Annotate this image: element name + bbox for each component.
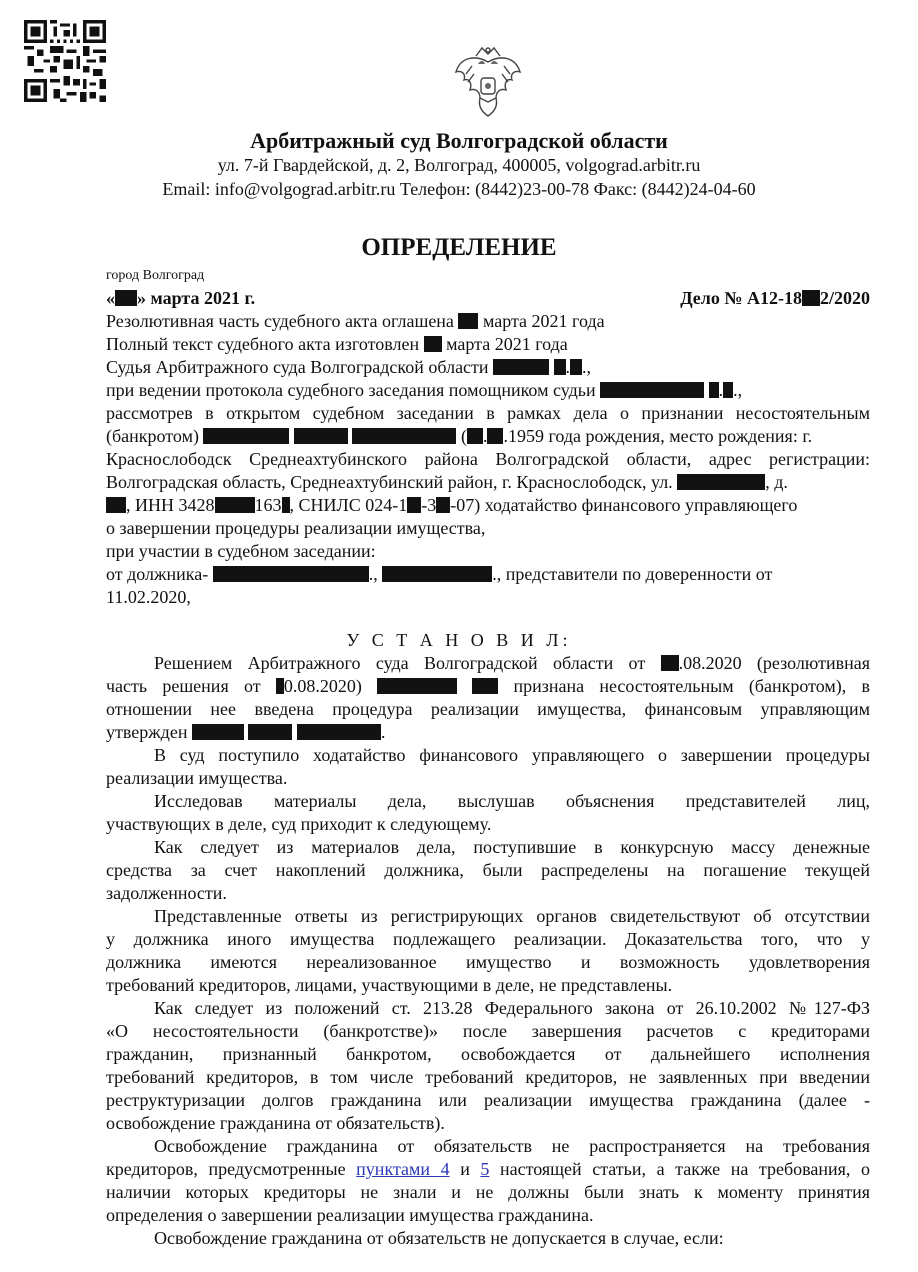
paragraph-line: освобождение гражданина от обязательств).: [106, 1113, 445, 1133]
established-heading: У С Т А Н О В И Л:: [346, 630, 572, 650]
paragraph-line: В суд поступило ходатайство финансового управляющего о завершении процедуры: [154, 745, 870, 765]
redaction-block: [106, 497, 126, 513]
intro-line: рассмотрев в открытом судебном заседании в рамках дела о признании несостоятельным: [106, 403, 870, 423]
link-point-5[interactable]: 5: [480, 1159, 490, 1179]
redaction-block: [600, 382, 704, 398]
intro-line: о завершении процедуры реализации имущества,: [106, 518, 486, 538]
court-address: ул. 7-й Гвардейской, д. 2, Волгоград, 400005, volgograd.arbitr.ru: [217, 155, 701, 175]
redaction-block: [467, 428, 483, 444]
redaction-block: [203, 428, 289, 444]
redaction-block: [487, 428, 503, 444]
paragraph-line: определения о завершении реализации имущества гражданина.: [106, 1205, 594, 1225]
paragraph-line: утвержден .: [106, 722, 386, 742]
paragraph-line: Решением Арбитражного суда Волгоградской области от .08.2020 (резолютивная: [154, 653, 870, 673]
document-date: » марта 2021 г.: [137, 288, 256, 308]
redaction-block: [472, 678, 498, 694]
redaction-block: [458, 313, 478, 329]
court-contacts: Email: info@volgograd.arbitr.ru Телефон: (8442)23-00-78 Факс: (8442)24-04-60: [162, 179, 756, 199]
intro-line: Судья Арбитражного суда Волгоградской области . .,: [106, 357, 592, 377]
paragraph-line: у должника иного имущества подлежащего реализации. Доказательства того, что у: [106, 929, 870, 949]
redaction-block: [677, 474, 765, 490]
paragraph-line: наличии которых кредиторы не знали и не должны были знать к моменту принятия: [106, 1182, 870, 1202]
paragraph-line: «О несостоятельности (банкротстве)» после завершения расчетов с кредиторами: [106, 1021, 870, 1041]
document-title: ОПРЕДЕЛЕНИЕ: [361, 234, 557, 261]
intro-line: (банкротом) ( . .1959 года рождения, место рождения: г.: [106, 426, 813, 446]
intro-line: Краснослободск Среднеахтубинского района Волгоградской области, адрес регистрации:: [106, 449, 870, 469]
paragraph-line: задолженности.: [106, 883, 227, 903]
paragraph-line: должника имеются нереализованное имущество и возможность удовлетворения: [106, 952, 870, 972]
redaction-block: [248, 724, 292, 740]
intro-line: от должника- ., ., представители по доверенности от: [106, 564, 773, 584]
case-number: Дело № А12-18 2/2020: [680, 288, 870, 308]
redaction-block: [407, 497, 421, 513]
redaction-block: [709, 382, 719, 398]
paragraph-line: Представленные ответы из регистрирующих органов свидетельствуют об отсутствии: [154, 906, 870, 926]
intro-line: при участии в судебном заседании:: [106, 541, 376, 561]
date-line: « » марта 2021 г. Дело № А12-18 2/2020: [106, 288, 870, 308]
coat-of-arms-icon: [452, 44, 524, 120]
redaction-block: [377, 678, 457, 694]
redaction-block: [297, 724, 381, 740]
redaction-block: [493, 359, 549, 375]
paragraph-line: отношении нее введена процедура реализации имущества, финансовым управляющим: [106, 699, 870, 719]
link-points-4[interactable]: пунктами 4: [356, 1159, 450, 1179]
paragraph-line: Освобождение гражданина от обязательств не распространяется на требования: [154, 1136, 870, 1156]
redaction-block: [723, 382, 733, 398]
redaction-block: [661, 655, 679, 671]
redaction-block: [213, 566, 369, 582]
intro-line: 11.02.2020,: [106, 587, 191, 607]
qr-code-icon: [24, 20, 106, 102]
redaction-block: [115, 290, 137, 306]
intro-line: Резолютивная часть судебного акта оглашена марта 2021 года: [106, 311, 605, 331]
redaction-block: [276, 678, 284, 694]
paragraph-line: средства за счет накоплений должника, были распределены на погашение текущей: [106, 860, 870, 880]
redaction-block: [554, 359, 566, 375]
redaction-block: [424, 336, 442, 352]
city-label: город Волгоград: [106, 268, 205, 283]
intro-line: при ведении протокола судебного заседания помощником судьи . .,: [106, 380, 743, 400]
redaction-block: [352, 428, 456, 444]
paragraph-line: Как следует из материалов дела, поступившие в конкурсную массу денежные: [154, 837, 870, 857]
redaction-block: [436, 497, 450, 513]
redaction-block: [294, 428, 348, 444]
paragraph-line: реструктуризации долгов гражданина или реализации имущества гражданина (далее -: [106, 1090, 870, 1110]
intro-line: Волгоградская область, Среднеахтубинский район, г. Краснослободск, ул. , д.: [106, 472, 788, 492]
paragraph-line: часть решения от 0.08.2020) признана несостоятельным (банкротом), в: [106, 676, 870, 696]
paragraph-line: требований кредиторов, лицами, участвующими в деле, не представлены.: [106, 975, 673, 995]
paragraph-line: участвующих в деле, суд приходит к следующему.: [106, 814, 492, 834]
paragraph-line: кредиторов, предусмотренные пунктами 4 и 5 настоящей статьи, а также на требования, о: [106, 1159, 871, 1179]
redaction-block: [215, 497, 255, 513]
paragraph-line: Как следует из положений ст. 213.28 Федерального закона от 26.10.2002 №127-ФЗ: [154, 998, 870, 1018]
redaction-block: [192, 724, 244, 740]
intro-line: Полный текст судебного акта изготовлен марта 2021 года: [106, 334, 568, 354]
intro-line: , ИНН 3428 163 , СНИЛС 024-1 -3 -07) ходатайство финансового управляющего: [106, 494, 870, 516]
court-name: Арбитражный суд Волгоградской области: [250, 128, 668, 153]
paragraph-line: требований кредиторов, в том числе требований кредиторов, не заявленных при введении: [106, 1067, 870, 1087]
paragraph-line: реализации имущества.: [106, 768, 288, 788]
redaction-block: [282, 497, 290, 513]
redaction-block: [570, 359, 582, 375]
paragraph-line: гражданин, признанный банкротом, освобождается от дальнейшего исполнения: [106, 1044, 870, 1064]
paragraph-line: Исследовав материалы дела, выслушав объяснения представителей лиц,: [154, 791, 870, 811]
redaction-block: [802, 290, 820, 306]
redaction-block: [382, 566, 492, 582]
paragraph-line: Освобождение гражданина от обязательств не допускается в случае, если:: [154, 1228, 724, 1248]
